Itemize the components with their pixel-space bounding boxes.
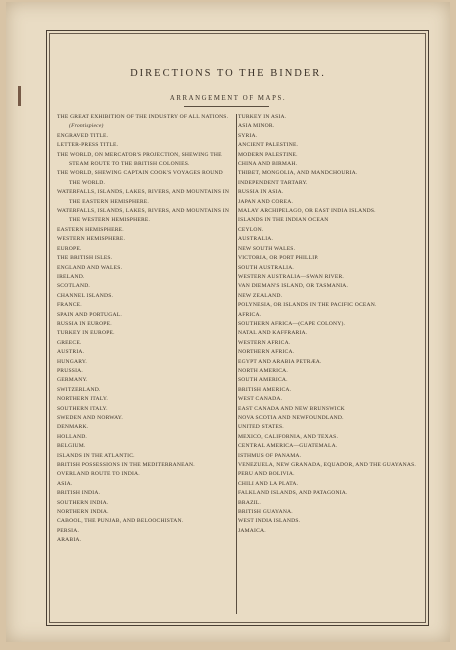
map-list-item bbox=[238, 508, 418, 517]
map-title: BELGIUM. bbox=[57, 443, 86, 450]
map-list-item bbox=[57, 264, 235, 273]
map-title: WATERFALLS, ISLANDS, LAKES, RIVERS, AND MOUNTAINS IN THE WESTERN HEMISPHERE. bbox=[57, 208, 230, 224]
map-list-item bbox=[57, 273, 235, 282]
map-title: WESTERN HEMISPHERE. bbox=[57, 236, 126, 243]
map-list-item bbox=[238, 301, 418, 310]
map-list-item bbox=[57, 470, 235, 479]
map-list-item bbox=[238, 376, 418, 385]
map-list-item bbox=[57, 433, 235, 442]
map-list-item bbox=[238, 207, 418, 216]
map-title: MALAY ARCHIPELAGO, OR EAST INDIA ISLANDS. bbox=[238, 208, 376, 215]
map-title: SCOTLAND. bbox=[57, 283, 91, 290]
map-list-item bbox=[57, 311, 235, 320]
map-list-item bbox=[57, 499, 235, 508]
map-title: JAMAICA. bbox=[238, 527, 266, 534]
map-title: THE BRITISH ISLES. bbox=[57, 255, 113, 262]
map-title: SOUTH AUSTRALIA. bbox=[238, 264, 295, 271]
map-title: LETTER-PRESS TITLE. bbox=[57, 142, 119, 149]
map-list-item bbox=[238, 235, 418, 244]
map-title: HUNGARY. bbox=[57, 358, 87, 365]
map-title: ISLANDS IN THE ATLANTIC. bbox=[57, 452, 135, 459]
map-title: ISTHMUS OF PANAMA. bbox=[238, 452, 302, 459]
map-list-item bbox=[238, 358, 418, 367]
map-list-item bbox=[238, 254, 418, 263]
map-list-item bbox=[57, 489, 235, 498]
map-list-item bbox=[57, 292, 235, 301]
map-list-item bbox=[57, 132, 235, 141]
map-title: SOUTHERN INDIA. bbox=[57, 499, 109, 506]
map-list-item bbox=[238, 452, 418, 461]
map-list-item bbox=[238, 198, 418, 207]
map-title: AFRICA. bbox=[238, 311, 262, 318]
map-list-item bbox=[238, 461, 418, 470]
map-title: SOUTH AMERICA. bbox=[238, 377, 288, 384]
map-title: EASTERN HEMISPHERE. bbox=[57, 226, 124, 233]
map-list-item bbox=[57, 245, 235, 254]
map-list-item bbox=[238, 132, 418, 141]
map-list-item bbox=[238, 292, 418, 301]
map-list-item bbox=[57, 339, 235, 348]
map-list-item bbox=[57, 386, 235, 395]
map-list-item bbox=[57, 452, 235, 461]
map-list-item bbox=[238, 470, 418, 479]
map-title: CENTRAL AMERICA—GUATEMALA. bbox=[238, 443, 338, 450]
right-map-list bbox=[238, 113, 418, 536]
map-title: PERU AND BOLIVIA. bbox=[238, 471, 295, 478]
map-list-item bbox=[238, 405, 418, 414]
map-list-item bbox=[238, 367, 418, 376]
map-title: SWEDEN AND NORWAY. bbox=[57, 415, 123, 421]
map-list-item bbox=[238, 141, 418, 150]
map-list-item bbox=[57, 414, 235, 423]
map-list-item bbox=[238, 480, 418, 489]
map-list-item bbox=[57, 480, 235, 489]
map-list-item bbox=[238, 414, 418, 423]
map-title: DENMARK. bbox=[57, 424, 89, 431]
map-list-item bbox=[238, 226, 418, 235]
map-list-item bbox=[238, 517, 418, 526]
map-title: THIBET, MONGOLIA, AND MANDCHOURIA. bbox=[238, 170, 358, 177]
map-title: ARABIA. bbox=[57, 537, 82, 544]
map-title: BRITISH AMERICA. bbox=[238, 386, 292, 393]
map-title: ANCIENT PALESTINE. bbox=[238, 142, 299, 149]
map-list-item bbox=[238, 442, 418, 451]
map-list-item bbox=[238, 395, 418, 404]
map-title: THE GREAT EXHIBITION OF THE INDUSTRY OF ALL NATIONS. bbox=[57, 114, 229, 120]
map-list-item bbox=[238, 122, 418, 131]
map-title: NOVA SCOTIA AND NEWFOUNDLAND. bbox=[238, 415, 344, 421]
map-list-item bbox=[238, 339, 418, 348]
map-title: SPAIN AND PORTUGAL. bbox=[57, 311, 122, 318]
map-list-item bbox=[238, 489, 418, 498]
map-list-item bbox=[57, 395, 235, 404]
map-title: THE WORLD, SHEWING CAPTAIN COOK'S VOYAGES ROUND THE WORLD. bbox=[57, 170, 223, 186]
map-list-item bbox=[57, 517, 235, 526]
map-title: TURKEY IN ASIA. bbox=[238, 114, 287, 120]
map-title: OVERLAND ROUTE TO INDIA. bbox=[57, 471, 140, 478]
map-title: BRITISH GUAYANA. bbox=[238, 509, 293, 516]
map-list-item bbox=[57, 527, 235, 536]
map-title: FRANCE. bbox=[57, 302, 82, 309]
map-list-item bbox=[238, 113, 418, 122]
map-list-item bbox=[57, 442, 235, 451]
map-title: NEW ZEALAND. bbox=[238, 292, 283, 299]
map-list-item bbox=[238, 273, 418, 282]
map-title: CHILI AND LA PLATA. bbox=[238, 480, 299, 487]
map-title: WEST CANADA. bbox=[238, 396, 283, 403]
map-title: ENGRAVED TITLE. bbox=[57, 132, 109, 139]
map-list-item bbox=[57, 358, 235, 367]
map-title: FALKLAND ISLANDS, AND PATAGONIA. bbox=[238, 490, 348, 497]
map-title: SOUTHERN AFRICA—(CAPE COLONY). bbox=[238, 320, 346, 327]
book-page bbox=[6, 2, 450, 642]
map-title: VICTORIA, OR PORT PHILLIP. bbox=[238, 255, 319, 262]
map-title: GERMANY. bbox=[57, 377, 88, 384]
map-list-item bbox=[57, 282, 235, 291]
map-note: (Frontispiece) bbox=[69, 123, 104, 130]
map-list-item bbox=[238, 386, 418, 395]
map-title: WESTERN AFRICA. bbox=[238, 339, 291, 346]
map-list-item bbox=[238, 179, 418, 188]
map-list-item bbox=[57, 405, 235, 414]
map-list-item bbox=[238, 282, 418, 291]
map-title: NORTHERN AFRICA. bbox=[238, 349, 295, 356]
map-title: RUSSIA IN EUROPE. bbox=[57, 320, 112, 327]
map-title: HOLLAND. bbox=[57, 433, 88, 440]
map-title: IRELAND. bbox=[57, 273, 85, 280]
map-title: SOUTHERN ITALY. bbox=[57, 405, 108, 412]
map-list-item bbox=[57, 254, 235, 263]
map-title: BRITISH POSSESSIONS IN THE MEDITERRANEAN. bbox=[57, 462, 195, 469]
map-list-item bbox=[57, 320, 235, 329]
map-title: EAST CANADA AND NEW BRUNSWICK bbox=[238, 405, 345, 412]
map-list-item bbox=[57, 235, 235, 244]
map-title: WATERFALLS, ISLANDS, LAKES, RIVERS, AND MOUNTAINS IN THE EASTERN HEMISPHERE. bbox=[57, 189, 230, 205]
map-list-item bbox=[238, 160, 418, 169]
map-list-item bbox=[57, 536, 235, 545]
map-list-item bbox=[238, 527, 418, 536]
map-list-item bbox=[57, 226, 235, 235]
map-title: NORTH AMERICA. bbox=[238, 367, 289, 374]
map-title: CEYLON. bbox=[238, 226, 264, 233]
map-list-item bbox=[57, 329, 235, 338]
map-title: WEST INDIA ISLANDS. bbox=[238, 518, 301, 525]
map-list-item bbox=[57, 376, 235, 385]
map-list-item bbox=[238, 264, 418, 273]
map-list-item bbox=[57, 348, 235, 357]
map-title: NORTHERN INDIA. bbox=[57, 509, 109, 516]
map-list-item bbox=[57, 188, 235, 207]
map-title: SWITZERLAND. bbox=[57, 386, 101, 393]
map-title: RUSSIA IN ASIA. bbox=[238, 189, 284, 196]
map-title: TURKEY IN EUROPE. bbox=[57, 330, 115, 337]
map-list-item bbox=[238, 320, 418, 329]
map-list-item bbox=[238, 311, 418, 320]
column-divider bbox=[236, 114, 237, 614]
map-title: SYRIA. bbox=[238, 132, 258, 139]
map-title: THE WORLD, ON MERCATOR'S PROJECTION, SHEWING THE STEAM ROUTE TO THE BRITISH COLONIES. bbox=[57, 151, 222, 168]
map-title: BRAZIL. bbox=[238, 499, 261, 506]
map-list-item bbox=[238, 188, 418, 197]
map-title: BRITISH INDIA. bbox=[57, 490, 101, 497]
map-list-item bbox=[238, 499, 418, 508]
map-title: EGYPT AND ARABIA PETRÆA. bbox=[238, 358, 322, 365]
map-title: NORTHERN ITALY. bbox=[57, 396, 108, 403]
map-title: MEXICO, CALIFORNIA, AND TEXAS. bbox=[238, 433, 339, 440]
map-title: EUROPE. bbox=[57, 245, 82, 252]
map-title: NEW SOUTH WALES. bbox=[238, 245, 296, 252]
map-title: AUSTRIA. bbox=[57, 349, 85, 356]
subtitle-rule bbox=[184, 106, 269, 107]
left-map-list bbox=[57, 113, 235, 546]
map-list-item bbox=[57, 508, 235, 517]
map-list-item bbox=[57, 367, 235, 376]
map-list-item bbox=[238, 216, 418, 225]
page-title: DIRECTIONS TO THE BINDER. bbox=[130, 68, 326, 79]
map-list-item bbox=[238, 151, 418, 160]
map-title: ISLANDS IN THE INDIAN OCEAN bbox=[238, 217, 329, 224]
map-list-item bbox=[238, 433, 418, 442]
map-title: MODERN PALESTINE. bbox=[238, 151, 298, 158]
map-title: PERSIA. bbox=[57, 527, 80, 534]
map-list-item bbox=[57, 169, 235, 188]
map-list-item bbox=[57, 301, 235, 310]
map-list-item bbox=[238, 329, 418, 338]
map-title: ASIA MINOR. bbox=[238, 123, 275, 130]
map-title: VENEZUELA, NEW GRANADA, EQUADOR, AND THE GUAYANAS. bbox=[238, 462, 417, 469]
map-list-item bbox=[57, 207, 235, 226]
map-list-item bbox=[238, 245, 418, 254]
map-title: JAPAN AND COREA. bbox=[238, 198, 294, 205]
map-title: UNITED STATES. bbox=[238, 424, 284, 431]
map-title: CABOOL, THE PUNJAB, AND BELOOCHISTAN. bbox=[57, 518, 184, 525]
map-list-item bbox=[238, 348, 418, 357]
map-title: CHANNEL ISLANDS. bbox=[57, 292, 114, 299]
map-title: ENGLAND AND WALES. bbox=[57, 264, 123, 271]
map-title: GREECE. bbox=[57, 339, 82, 346]
map-title: PRUSSIA. bbox=[57, 367, 84, 374]
page-subtitle: ARRANGEMENT OF MAPS. bbox=[169, 95, 287, 102]
map-list-item bbox=[57, 113, 235, 132]
map-list-item bbox=[57, 151, 235, 170]
map-title: WESTERN AUSTRALIA—SWAN RIVER. bbox=[238, 273, 345, 280]
map-title: VAN DIEMAN'S ISLAND, OR TASMANIA. bbox=[238, 283, 349, 290]
map-list-item bbox=[57, 461, 235, 470]
map-title: INDEPENDENT TARTARY. bbox=[238, 179, 308, 186]
map-title: CHINA AND BIRMAH. bbox=[238, 161, 298, 168]
map-title: POLYNESIA, OR ISLANDS IN THE PACIFIC OCEAN. bbox=[238, 302, 377, 309]
map-list-item bbox=[57, 423, 235, 432]
map-list-item bbox=[238, 169, 418, 178]
map-title: NATAL AND KAFFRARIA. bbox=[238, 330, 308, 337]
map-title: ASIA. bbox=[57, 480, 73, 487]
map-title: AUSTRALIA. bbox=[238, 236, 274, 243]
map-list-item bbox=[57, 141, 235, 150]
map-list-item bbox=[238, 423, 418, 432]
